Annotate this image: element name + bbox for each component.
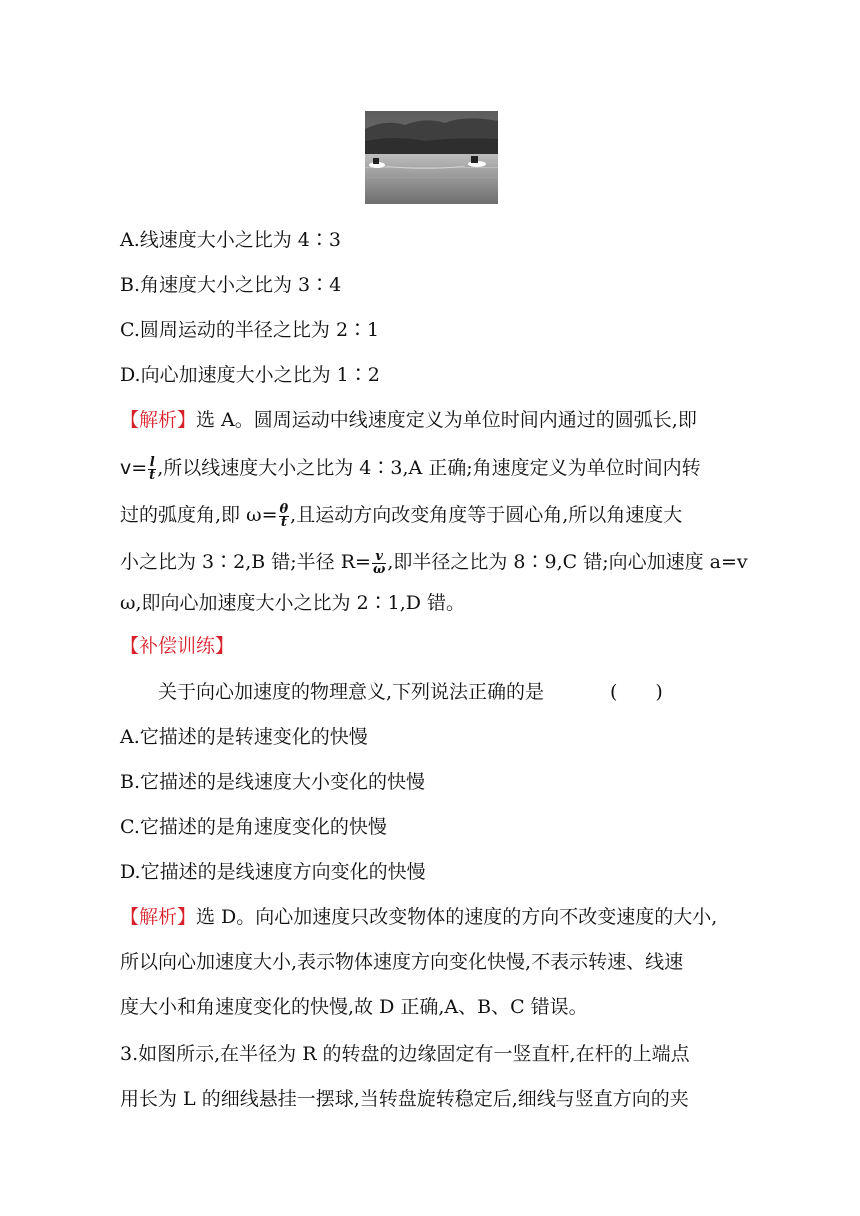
formula-r-prefix: 小之比为 3∶2,B 错;半径 R= <box>120 551 371 573</box>
question3-line-1: 3.如图所示,在半径为 R 的转盘的边缘固定有一竖直杆,在杆的上端点 <box>120 1043 690 1065</box>
fraction-denominator: t <box>280 514 287 530</box>
formula-v-prefix: v= <box>120 457 148 479</box>
option-a: A.线速度大小之比为 4∶3 <box>120 229 341 251</box>
supplement-analysis-line-1 <box>120 902 717 932</box>
analysis-line-3 <box>120 500 682 530</box>
analysis-text: ,即半径之比为 8∶9,C 错;向心加速度 a=v <box>387 551 748 573</box>
boats-photo-drawing <box>365 111 498 204</box>
supplement-question <box>158 677 544 707</box>
option-c: C.圆周运动的半径之比为 2∶1 <box>120 319 380 341</box>
option-b: B.角速度大小之比为 3∶4 <box>120 274 342 296</box>
supplement-option-b: B.它描述的是线速度大小变化的快慢 <box>120 771 426 793</box>
option-d: D.向心加速度大小之比为 1∶2 <box>120 364 380 386</box>
supplement-question-text: 关于向心加速度的物理意义,下列说法正确的是 <box>158 681 545 703</box>
fraction-numerator: v <box>372 551 386 564</box>
supplement-analysis-tag: 【解析】 <box>120 906 197 928</box>
supplement-option-d: D.它描述的是线速度方向变化的快慢 <box>120 861 426 883</box>
question3-line-2: 用长为 L 的细线悬挂一摆球,当转盘旋转稳定后,细线与竖直方向的夹 <box>120 1088 689 1110</box>
analysis-tag: 【解析】 <box>120 409 197 431</box>
fraction-denominator: ω <box>372 561 386 577</box>
analysis-text: ,所以线速度大小之比为 4∶3,A 正确;角速度定义为单位时间内转 <box>157 457 701 479</box>
supplement-analysis-line-2: 所以向心加速度大小,表示物体速度方向变化快慢,不表示转速、线速 <box>120 951 684 973</box>
analysis-line-5: ω,即向心加速度大小之比为 2∶1,D 错。 <box>120 592 466 614</box>
fraction-numerator: l <box>149 454 155 470</box>
analysis-line-4 <box>120 547 748 577</box>
fraction-v-over-omega <box>372 548 386 577</box>
fraction-numerator: θ <box>279 501 289 517</box>
analysis-text: 选 A。圆周运动中线速度定义为单位时间内通过的圆弧长,即 <box>196 409 697 431</box>
analysis-text: ,且运动方向改变角度等于圆心角,所以角速度大 <box>290 504 683 526</box>
fraction-l-over-t <box>148 454 156 483</box>
answer-blank: ( ) <box>610 681 663 703</box>
supplement-analysis-line-3: 度大小和角速度变化的快慢,故 D 正确,A、B、C 错误。 <box>120 996 588 1018</box>
supplement-option-a: A.它描述的是转速变化的快慢 <box>120 726 368 748</box>
boats-photo <box>365 111 498 204</box>
analysis-line-2 <box>120 453 701 483</box>
fraction-theta-over-t <box>279 501 290 530</box>
analysis-line-1 <box>120 405 697 435</box>
supplement-heading: 【补偿训练】 <box>120 635 235 657</box>
fraction-denominator: t <box>149 467 156 483</box>
supplement-option-c: C.它描述的是角速度变化的快慢 <box>120 816 387 838</box>
supplement-analysis-text: 选 D。向心加速度只改变物体的速度的方向不改变速度的大小, <box>196 906 718 928</box>
formula-omega-prefix: 过的弧度角,即 ω= <box>120 504 278 526</box>
